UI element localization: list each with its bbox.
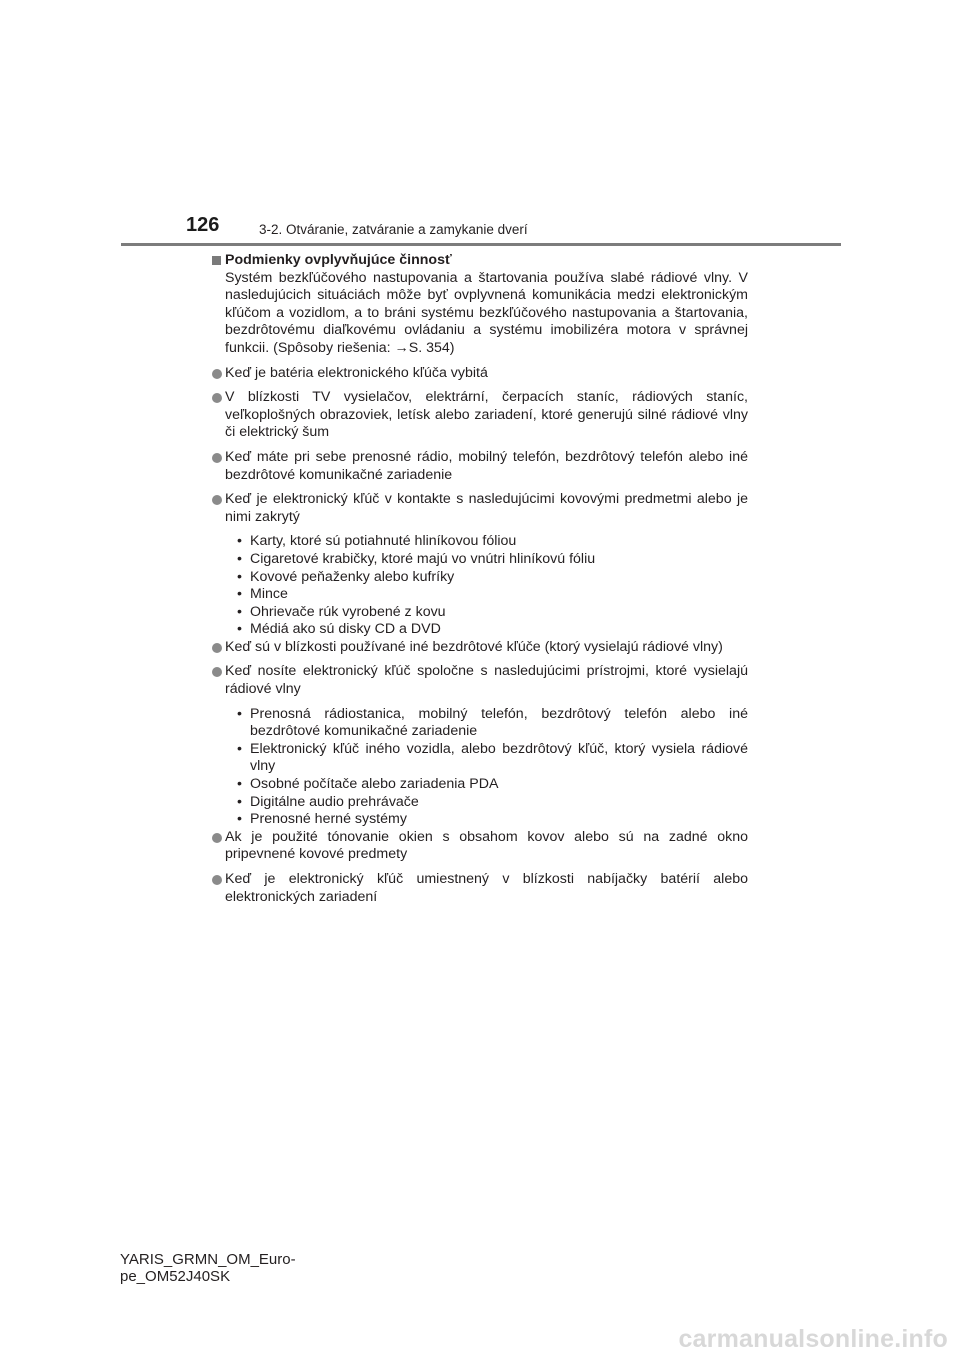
bullet-circle-icon: [212, 643, 222, 653]
sublist-item: • Cigaretové krabičky, ktoré majú vo vnútri hliníkovú fóliu: [237, 551, 748, 569]
bullet-circle-icon: [212, 495, 222, 505]
list-item-text: Keď nosíte elektronický kľúč spoločne s nasledujúcimi prístrojmi, ktoré vysielajú rádiové vlny: [225, 663, 748, 698]
page-number: 126: [186, 214, 220, 236]
list-item: [212, 389, 748, 442]
list-item: [212, 663, 748, 698]
list-item: [212, 829, 748, 864]
intro-paragraph: Systém bezkľúčového nastupovania a štartovania používa slabé rádiové vlny. V nasledujúcich situáciách môže byť ovplyvnená komunikácia medzi elektronickým kľúčom a vozidlom, a to bráni systému bezkľúčového nastupovania a štartovania, bezdrôtovému diaľkovému ovládaniu a systému imobilizéra motora v správnej funkcii. (Spôsoby riešenia: →S. 354): [225, 269, 748, 356]
sublist-item: • Ohrievače rúk vyrobené z kovu: [237, 604, 748, 622]
list-item-text: Keď je elektronický kľúč v kontakte s nasledujúcimi kovovými predmetmi alebo je nimi zakrytý: [225, 491, 748, 525]
list-item-text: Keď sú v blízkosti používané iné bezdrôtové kľúče (ktorý vysielajú rádiové vlny): [225, 638, 723, 655]
heading-text: Podmienky ovplyvňujúce činnosť: [225, 252, 452, 268]
list-item: [212, 871, 748, 906]
sublist-item: • Prenosná rádiostanica, mobilný telefón, bezdrôtový telefón alebo iné bezdrôtové komunikačné zariadenie: [237, 706, 748, 741]
watermark: carmanualsonline.info: [678, 1325, 948, 1353]
sublist-item: • Médiá ako sú disky CD a DVD: [237, 621, 748, 639]
bullet-circle-icon: [212, 875, 222, 885]
bullet-circle-icon: [212, 393, 222, 403]
list-item: [212, 365, 748, 383]
main-content: [212, 252, 748, 906]
list-item-text: Keď máte pri sebe prenosné rádio, mobilný telefón, bezdrôtový telefón alebo iné bezdrôtové komunikačné zariadenie: [225, 448, 748, 483]
heading-square-icon: [212, 256, 221, 265]
sublist-item: • Digitálne audio prehrávače: [237, 794, 748, 812]
document-footer: [120, 1251, 296, 1285]
sublist-item: • Prenosné herné systémy: [237, 811, 748, 829]
list-item-text: Keď je elektronický kľúč umiestnený v blízkosti nabíjačky batérií alebo elektronických zariadení: [225, 871, 748, 905]
section-title: 3-2. Otváranie, zatváranie a zamykanie dverí: [259, 222, 528, 237]
bullet-circle-icon: [212, 667, 222, 677]
list-item: [212, 449, 748, 484]
sublist-item: • Osobné počítače alebo zariadenia PDA: [237, 776, 748, 794]
header-rule: [121, 243, 841, 246]
bullet-circle-icon: [212, 833, 222, 843]
footer-line-2: pe_OM52J40SK: [120, 1268, 231, 1285]
section-heading: [212, 252, 748, 270]
list-item-text: Ak je použité tónovanie okien s obsahom kovov alebo sú na zadné okno pripevnené kovové predmety: [225, 828, 748, 863]
list-item: [212, 491, 748, 526]
sublist-item: • Kovové peňaženky alebo kufríky: [237, 569, 748, 587]
sublist-item: • Mince: [237, 586, 748, 604]
list-item: [212, 639, 748, 657]
list-item-text: Keď je batéria elektronického kľúča vybitá: [225, 364, 488, 381]
footer-line-1: YARIS_GRMN_OM_Euro-: [120, 1251, 296, 1268]
metal-objects-sublist: [212, 533, 748, 639]
sublist-item: • Elektronický kľúč iného vozidla, alebo bezdrôtový kľúč, ktorý vysiela rádiové vlny: [237, 741, 748, 776]
list-item-text: V blízkosti TV vysielačov, elektrární, čerpacích staníc, rádiových staníc, veľkoplošných obrazoviek, letísk alebo zariadení, ktoré generujú silné rádiové vlny či elektrický šum: [225, 389, 748, 441]
devices-sublist: [212, 706, 748, 829]
bullet-circle-icon: [212, 369, 222, 379]
bullet-circle-icon: [212, 453, 222, 463]
sublist-item: • Karty, ktoré sú potiahnuté hliníkovou fóliou: [237, 533, 748, 551]
